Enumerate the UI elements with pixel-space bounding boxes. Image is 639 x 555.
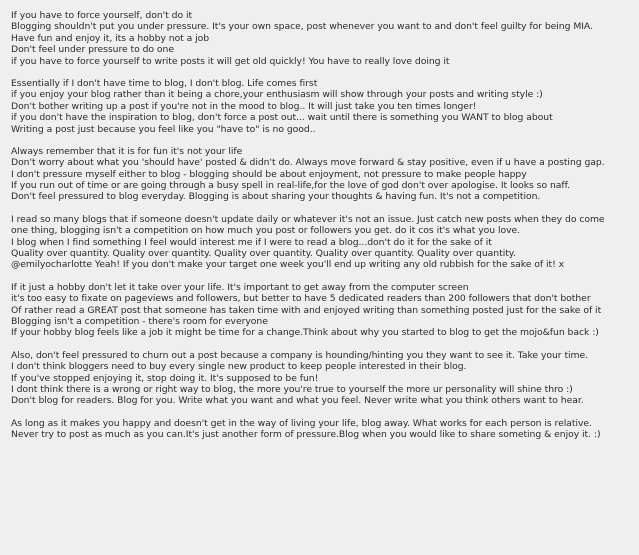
text-line: If it just a hobby don't let it take over your life. It's important to get away from the computer screen	[11, 281, 469, 293]
text-line: Have fun and enjoy it, its a hobby not a job	[11, 32, 210, 44]
text-line: Blogging isn't a competition - there's room for everyone	[11, 315, 268, 327]
text-line: Never try to post as much as you can.It's just another form of pressure.Blog when you would like to share someting & enjoy it. :)	[11, 429, 601, 441]
text-line: Blogging shouldn't put you under pressure. It's your own space, post whenever you want to and don't feel guilty for being MIA.	[11, 21, 593, 33]
text-line: I don't pressure myself either to blog - blogging should be about enjoyment, not pressure to make people happy	[11, 168, 527, 180]
paragraph-5	[11, 282, 635, 339]
paragraph-1	[11, 10, 635, 67]
paragraph-7	[11, 418, 635, 441]
text-line: If you run out of time or are going through a busy spell in real-life,for the love of god don't over apologise. It looks so naff.	[11, 180, 571, 192]
text-line: As long as it makes you happy and doesn't get in the way of living your life, blog away. What works for each person is relative.	[11, 417, 592, 429]
text-line: one thing, blogging isn't a competition on how much you post or followers you get. do it cos it's what you love.	[11, 225, 521, 237]
paragraph-6	[11, 350, 635, 407]
text-line: Don't bother writing up a post if you're not in the mood to blog.. It will just take you ten times longer!	[11, 100, 477, 112]
text-line: it's too easy to fixate on pageviews and followers, but better to have 5 dedicated readers than 200 followers that don't bother	[11, 293, 591, 305]
paragraph-3	[11, 146, 635, 203]
text-line: Always remember that it is for fun it's not your life	[11, 145, 243, 157]
text-line: Don't feel pressured to blog everyday. Blogging is about sharing your thoughts & having fun. It's not a competition.	[11, 191, 541, 203]
text-line: Writing a post just because you feel like you "have to" is no good..	[11, 123, 316, 135]
text-line: If your hobby blog feels like a job it might be time for a change.Think about why you started to blog to get the mojo&fun back :)	[11, 327, 599, 339]
text-line: Also, don't feel pressured to churn out a post because a company is hounding/hinting you they want to see it. Take your time.	[11, 349, 589, 361]
text-line: I blog when I find something I feel would interest me if I were to read a blog...don't do it for the sake of it	[11, 236, 492, 248]
text-line: If you have to force yourself, don't do it	[11, 10, 193, 21]
text-line: I read so many blogs that if someone doesn't update daily or whatever it's not an issue. Just catch new posts when they do come	[11, 213, 605, 225]
text-line: Don't blog for readers. Blog for you. Write what you want and what you feel. Never write what you think others want to hear.	[11, 395, 584, 407]
text-line: If you've stopped enjoying it, stop doing it. It's supposed to be fun!	[11, 372, 319, 384]
text-line: if you have to force yourself to write posts it will get old quickly! You have to really love doing it	[11, 55, 450, 67]
text-line: if you enjoy your blog rather than it being a chore,your enthusiasm will show through your posts and writing style :)	[11, 89, 543, 101]
text-line: Of rather read a GREAT post that someone has taken time with and enjoyed writing than something posted just for the sake of it	[11, 304, 602, 316]
text-line: @emilyocharlotte Yeah! If you don't make your target one week you'll end up writing any old rubbish for the sake of it! x	[11, 259, 565, 271]
text-line: I dont think there is a wrong or right way to blog, the more you're true to yourself the more ur personality will shine thro :)	[11, 383, 573, 395]
text-line: Don't worry about what you 'should have' posted & didn't do. Always move forward & stay positive, even if u have a posting gap.	[11, 157, 605, 169]
text-line: Quality over quantity. Quality over quantity. Quality over quantity. Quality over quantity. Quality over quantity.	[11, 248, 516, 260]
paragraph-2	[11, 78, 635, 135]
text-line: I don't think bloggers need to buy every single new product to keep people interested in their blog.	[11, 361, 467, 373]
text-line: Don't feel under pressure to do one	[11, 44, 174, 56]
text-line: Essentially if I don't have time to blog, I don't blog. Life comes first	[11, 77, 318, 89]
text-line: if you don't have the inspiration to blog, don't force a post out... wait until there is something you WANT to blog about	[11, 112, 553, 124]
paragraph-4	[11, 214, 635, 271]
